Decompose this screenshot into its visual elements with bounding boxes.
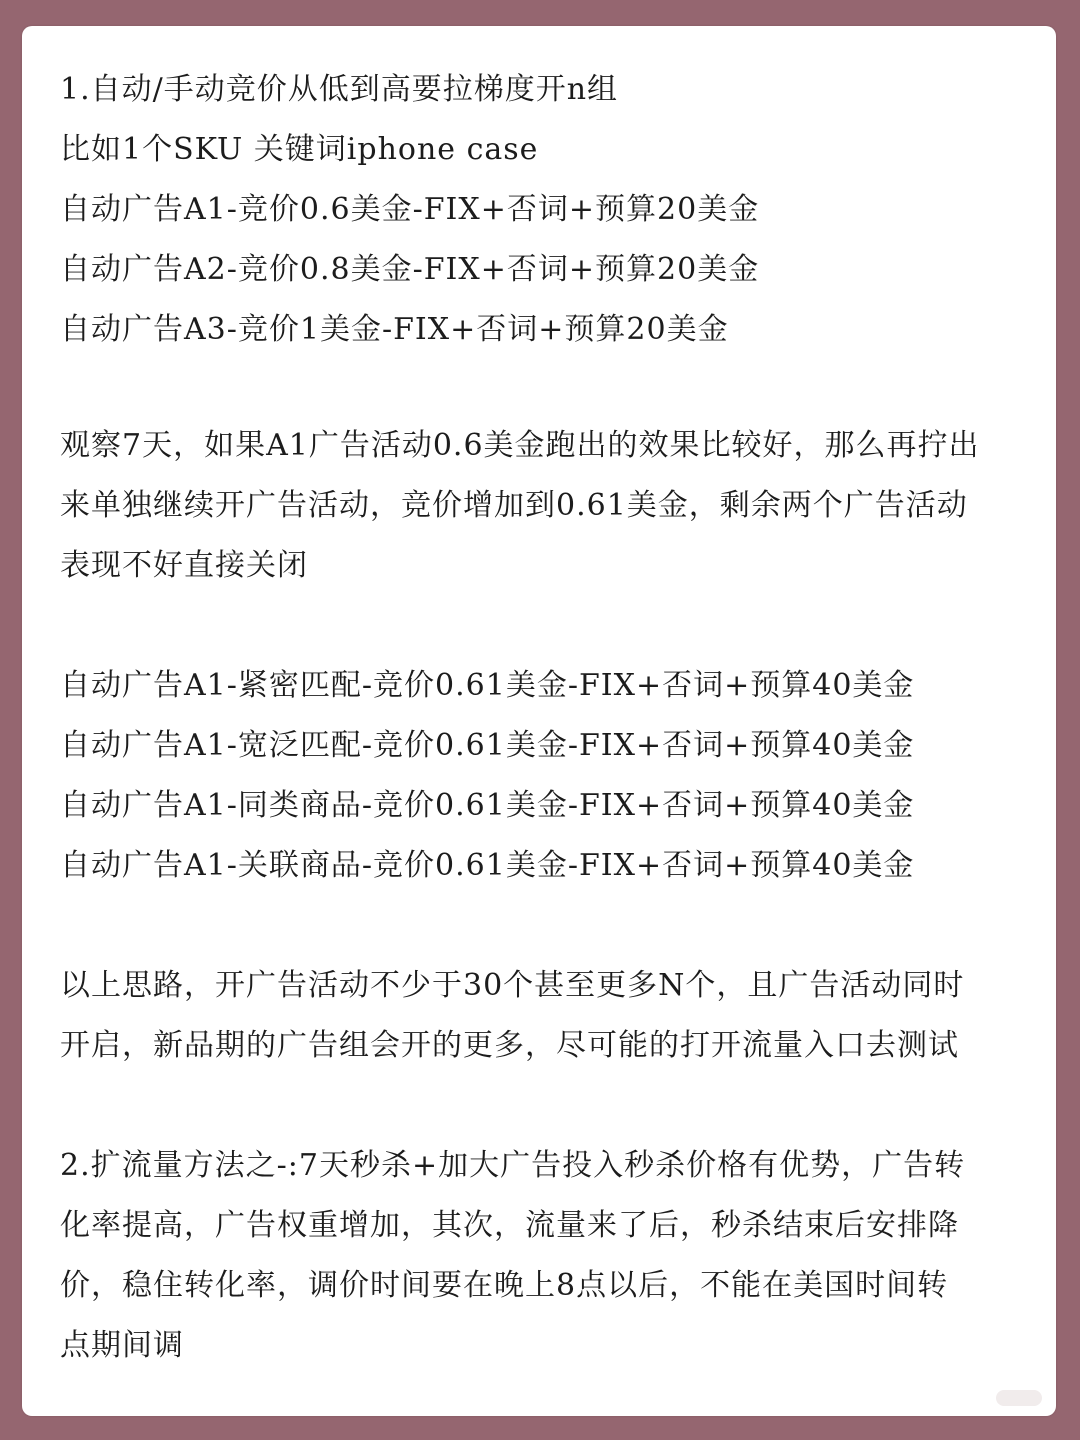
paragraph-line: 表现不好直接关闭: [60, 548, 308, 583]
paragraph-line: 开启，新品期的广告组会开的更多，尽可能的打开流量入口去测试: [60, 1028, 959, 1063]
article-body: [60, 60, 1040, 1376]
section-heading: 2.扩流量方法之-:7天秒杀+加大广告投入秒杀价格有优势，广告转: [60, 1148, 966, 1183]
paragraph-line: 价，稳住转化率，调价时间要在晚上8点以后，不能在美国时间转: [60, 1268, 949, 1303]
observe-paragraph: [60, 416, 1040, 596]
ad-config-line: 自动广告A1-同类商品-竞价0.61美金-FIX+否词+预算40美金: [60, 788, 915, 823]
summary-paragraph: [60, 956, 1040, 1076]
paragraph-line: 以上思路，开广告活动不少于30个甚至更多N个，且广告活动同时: [60, 968, 965, 1003]
paragraph-line: 观察7天，如果A1广告活动0.6美金跑出的效果比较好，那么再拧出: [60, 428, 980, 463]
spacer: [60, 896, 1040, 956]
paragraph-line: 点期间调: [60, 1328, 184, 1363]
section-a1-variants: [60, 656, 1040, 896]
watermark-icon: [996, 1390, 1042, 1406]
content-card: [22, 26, 1056, 1416]
ad-config-line: 自动广告A1-宽泛匹配-竞价0.61美金-FIX+否词+预算40美金: [60, 728, 915, 763]
ad-config-line: 自动广告A1-紧密匹配-竞价0.61美金-FIX+否词+预算40美金: [60, 668, 915, 703]
spacer: [60, 1076, 1040, 1136]
spacer: [60, 360, 1040, 416]
section-expand-traffic: [60, 1136, 1040, 1376]
paragraph-line: 化率提高，广告权重增加，其次，流量来了后，秒杀结束后安排降: [60, 1208, 959, 1243]
paragraph-line: 来单独继续开广告活动，竞价增加到0.61美金，剩余两个广告活动: [60, 488, 968, 523]
example-line: 比如1个SKU 关键词iphone case: [60, 132, 539, 167]
section-heading: 1.自动/手动竞价从低到高要拉梯度开n组: [60, 72, 619, 107]
ad-config-line: 自动广告A2-竞价0.8美金-FIX+否词+预算20美金: [60, 252, 760, 287]
ad-config-line: 自动广告A1-竞价0.6美金-FIX+否词+预算20美金: [60, 192, 760, 227]
ad-config-line: 自动广告A1-关联商品-竞价0.61美金-FIX+否词+预算40美金: [60, 848, 915, 883]
spacer: [60, 596, 1040, 656]
section-bid-gradient: [60, 60, 1040, 360]
ad-config-line: 自动广告A3-竞价1美金-FIX+否词+预算20美金: [60, 312, 729, 347]
